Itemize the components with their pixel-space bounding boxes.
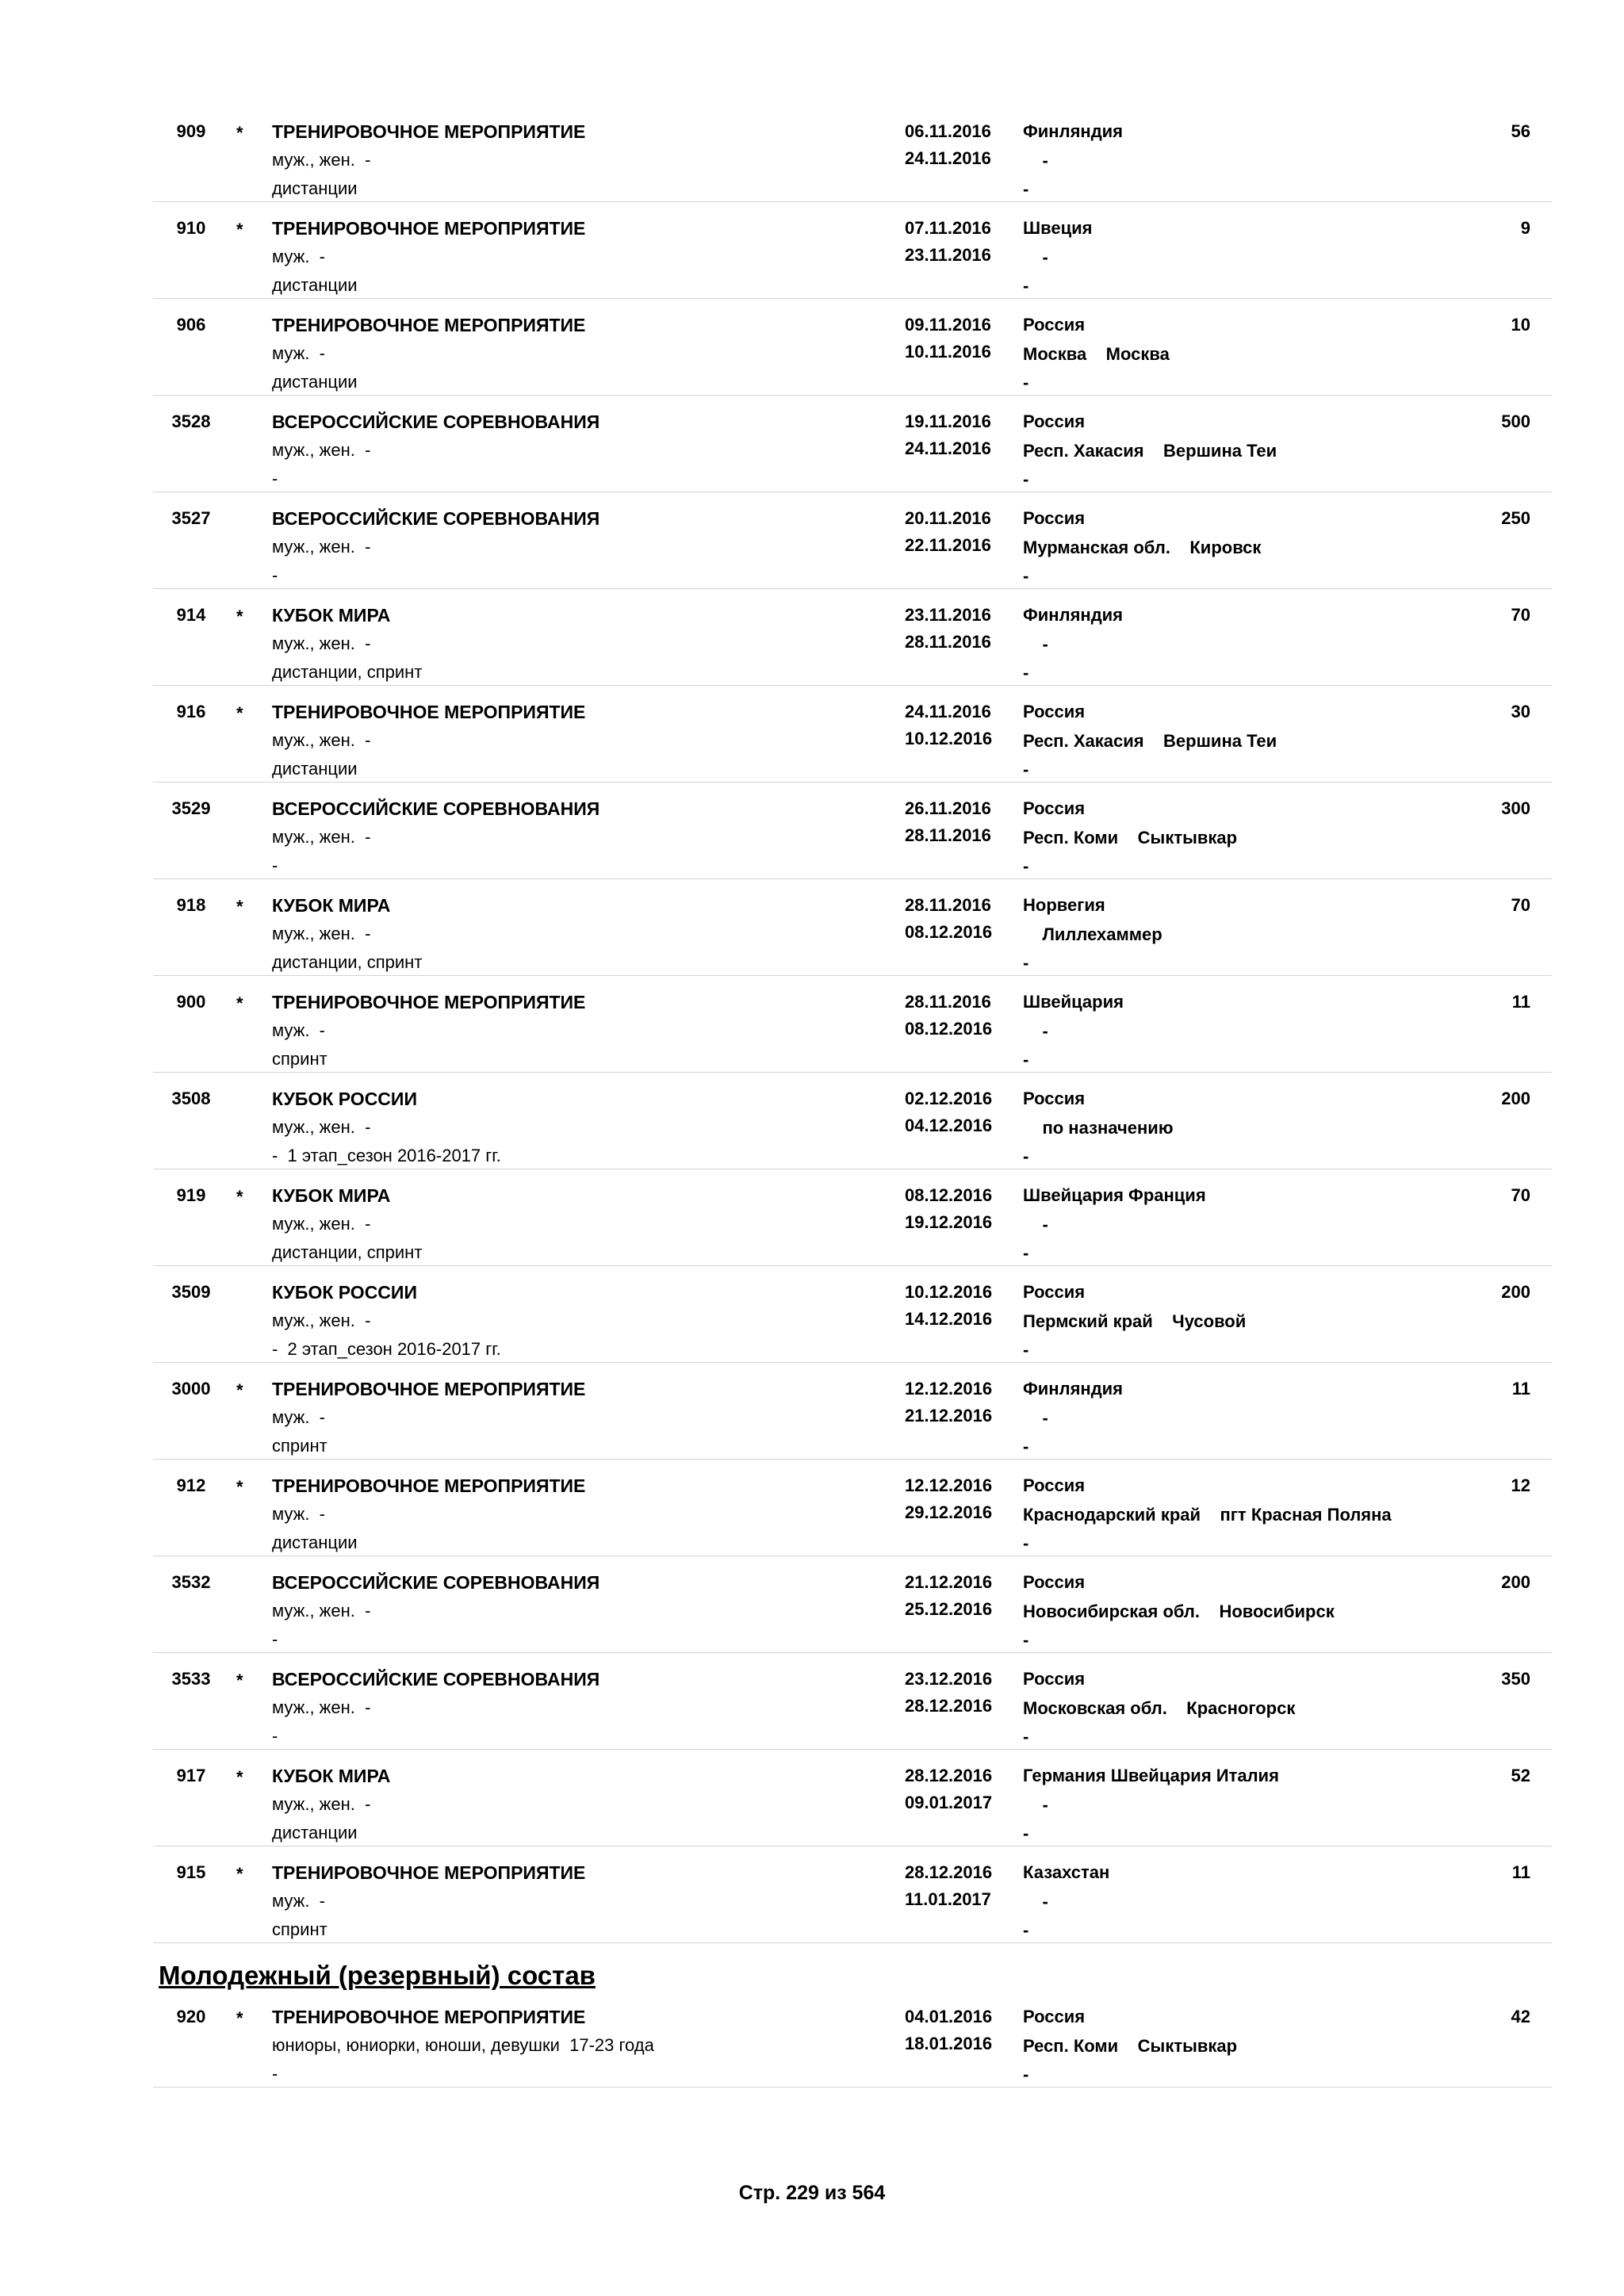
event-place: - xyxy=(1023,1340,1029,1360)
event-number: 920 xyxy=(176,2007,206,2026)
event-country: Россия xyxy=(1023,702,1086,721)
participant-count: 11 xyxy=(1511,1379,1530,1399)
event-region: - xyxy=(1023,1408,1048,1428)
row-divider xyxy=(153,782,1552,783)
event-participants: муж. - xyxy=(272,343,325,363)
participant-count: 30 xyxy=(1511,702,1530,721)
row-divider xyxy=(153,1652,1552,1653)
event-discipline: дистанции xyxy=(272,759,358,779)
star-marker: * xyxy=(236,1187,243,1207)
end-date: 18.01.2016 xyxy=(905,2034,993,2053)
end-date: 29.12.2016 xyxy=(905,1502,993,1522)
start-date: 04.01.2016 xyxy=(905,2007,993,2026)
event-participants: муж., жен. - xyxy=(272,440,371,460)
end-date: 23.11.2016 xyxy=(905,245,991,265)
event-discipline: дистанции xyxy=(272,1533,358,1552)
start-date: 09.11.2016 xyxy=(905,315,991,335)
end-date: 08.12.2016 xyxy=(905,1019,993,1039)
end-date: 11.01.2017 xyxy=(905,1889,991,1909)
start-date: 07.11.2016 xyxy=(905,218,991,238)
event-country: Финляндия xyxy=(1023,121,1124,141)
event-place: - xyxy=(1023,760,1029,779)
event-title: КУБОК РОССИИ xyxy=(272,1089,417,1109)
participant-count: 52 xyxy=(1511,1766,1530,1785)
event-region: Краснодарский край пгт Красная Поляна xyxy=(1023,1505,1392,1525)
star-marker: * xyxy=(236,1767,243,1787)
event-participants: муж., жен. - xyxy=(272,1214,371,1234)
event-number: 919 xyxy=(176,1185,206,1205)
event-title: ВСЕРОССИЙСКИЕ СОРЕВНОВАНИЯ xyxy=(272,798,600,819)
event-participants: муж. - xyxy=(272,247,325,266)
start-date: 12.12.2016 xyxy=(905,1379,993,1399)
participant-count: 70 xyxy=(1511,1185,1530,1205)
event-country: Россия xyxy=(1023,1669,1086,1689)
event-region: Мурманская обл. Кировск xyxy=(1023,538,1262,557)
event-row xyxy=(0,2003,1624,2099)
event-number: 3508 xyxy=(171,1089,211,1108)
event-participants: муж., жен. - xyxy=(272,730,371,750)
event-region: - xyxy=(1023,634,1048,654)
event-discipline: спринт xyxy=(272,1919,327,1939)
row-divider xyxy=(153,395,1552,396)
start-date: 21.12.2016 xyxy=(905,1572,993,1592)
event-country: Швейцария xyxy=(1023,992,1124,1012)
event-discipline: дистанции xyxy=(272,372,358,392)
participant-count: 11 xyxy=(1511,1862,1530,1882)
participant-count: 350 xyxy=(1501,1669,1530,1689)
start-date: 08.12.2016 xyxy=(905,1185,993,1205)
end-date: 28.11.2016 xyxy=(905,825,991,845)
end-date: 04.12.2016 xyxy=(905,1115,993,1135)
end-date: 28.11.2016 xyxy=(905,632,991,652)
event-participants: муж. - xyxy=(272,1504,325,1524)
event-country: Россия xyxy=(1023,798,1086,818)
event-row xyxy=(0,1278,1624,1375)
event-title: ТРЕНИРОВОЧНОЕ МЕРОПРИЯТИЕ xyxy=(272,218,586,239)
event-number: 910 xyxy=(176,218,206,238)
event-row xyxy=(0,1762,1624,1858)
event-title: ТРЕНИРОВОЧНОЕ МЕРОПРИЯТИЕ xyxy=(272,315,586,335)
row-divider xyxy=(153,1749,1552,1750)
event-discipline: дистанции xyxy=(272,1823,358,1843)
event-discipline: - 1 этап_сезон 2016-2017 гг. xyxy=(272,1146,501,1165)
event-row xyxy=(0,698,1624,794)
event-discipline: - xyxy=(272,1726,278,1746)
event-row xyxy=(0,891,1624,988)
event-number: 3527 xyxy=(171,508,211,528)
event-place: - xyxy=(1023,1920,1029,1940)
event-country: Швейцария Франция xyxy=(1023,1185,1206,1205)
page-footer: Стр. 229 из 564 xyxy=(738,2182,886,2204)
event-number: 915 xyxy=(176,1862,206,1882)
event-region: - xyxy=(1023,1021,1048,1041)
event-row xyxy=(0,1568,1624,1665)
end-date: 24.11.2016 xyxy=(905,438,991,458)
star-marker: * xyxy=(236,607,243,626)
event-region: Респ. Хакасия Вершина Теи xyxy=(1023,731,1277,751)
participant-count: 11 xyxy=(1511,992,1530,1012)
event-row xyxy=(0,311,1624,408)
participant-count: 70 xyxy=(1511,895,1530,915)
participant-count: 10 xyxy=(1511,315,1530,335)
event-country: Россия xyxy=(1023,1282,1086,1302)
start-date: 23.11.2016 xyxy=(905,605,991,625)
event-participants: муж., жен. - xyxy=(272,1311,371,1330)
event-place: - xyxy=(1023,566,1029,586)
event-place: - xyxy=(1023,1243,1029,1263)
star-marker: * xyxy=(236,703,243,723)
event-number: 916 xyxy=(176,702,206,721)
star-marker: * xyxy=(236,897,243,916)
event-number: 918 xyxy=(176,895,206,915)
event-region: Московская обл. Красногорск xyxy=(1023,1698,1296,1718)
event-place: - xyxy=(1023,1146,1029,1166)
event-participants: юниоры, юниорки, юноши, девушки 17-23 года xyxy=(272,2035,654,2055)
event-place: - xyxy=(1023,373,1029,392)
event-place: - xyxy=(1023,469,1029,489)
event-row xyxy=(0,214,1624,311)
row-divider xyxy=(153,298,1552,299)
event-number: 900 xyxy=(176,992,206,1012)
event-title: КУБОК МИРА xyxy=(272,895,391,916)
row-divider xyxy=(153,878,1552,879)
start-date: 28.12.2016 xyxy=(905,1766,993,1785)
event-region: - xyxy=(1023,151,1048,170)
event-discipline: спринт xyxy=(272,1436,327,1456)
event-place: - xyxy=(1023,663,1029,683)
end-date: 22.11.2016 xyxy=(905,535,991,555)
event-number: 3000 xyxy=(171,1379,211,1399)
event-number: 906 xyxy=(176,315,206,335)
start-date: 28.12.2016 xyxy=(905,1862,993,1882)
event-row xyxy=(0,794,1624,891)
event-row xyxy=(0,988,1624,1085)
event-discipline: - 2 этап_сезон 2016-2017 гг. xyxy=(272,1339,501,1359)
start-date: 28.11.2016 xyxy=(905,895,991,915)
star-marker: * xyxy=(236,123,243,143)
event-number: 3529 xyxy=(171,798,211,818)
event-place: - xyxy=(1023,856,1029,876)
event-participants: муж. - xyxy=(272,1020,325,1040)
event-participants: муж., жен. - xyxy=(272,1697,371,1717)
participant-count: 200 xyxy=(1501,1089,1530,1108)
event-country: Россия xyxy=(1023,1089,1086,1108)
start-date: 06.11.2016 xyxy=(905,121,991,141)
event-place: - xyxy=(1023,1823,1029,1843)
star-marker: * xyxy=(236,1477,243,1497)
start-date: 28.11.2016 xyxy=(905,992,991,1012)
row-divider xyxy=(153,685,1552,686)
start-date: 10.12.2016 xyxy=(905,1282,993,1302)
event-row xyxy=(0,408,1624,504)
row-divider xyxy=(153,1459,1552,1460)
event-participants: муж., жен. - xyxy=(272,1117,371,1137)
event-country: Германия Швейцария Италия xyxy=(1023,1766,1279,1785)
star-marker: * xyxy=(236,1864,243,1884)
end-date: 21.12.2016 xyxy=(905,1406,993,1425)
participant-count: 12 xyxy=(1511,1475,1530,1495)
event-title: ТРЕНИРОВОЧНОЕ МЕРОПРИЯТИЕ xyxy=(272,1862,586,1883)
event-number: 3533 xyxy=(171,1669,211,1689)
end-date: 24.11.2016 xyxy=(905,148,991,168)
event-row xyxy=(0,1858,1624,1955)
row-divider xyxy=(153,1265,1552,1266)
event-participants: муж., жен. - xyxy=(272,1601,371,1621)
event-number: 909 xyxy=(176,121,206,141)
participant-count: 9 xyxy=(1520,218,1530,238)
event-place: - xyxy=(1023,1050,1029,1070)
event-region: Респ. Коми Сыктывкар xyxy=(1023,2036,1238,2056)
start-date: 26.11.2016 xyxy=(905,798,991,818)
event-discipline: - xyxy=(272,855,278,875)
youth-event-list xyxy=(0,2003,1624,2099)
event-country: Россия xyxy=(1023,2007,1086,2026)
star-marker: * xyxy=(236,993,243,1013)
end-date: 10.11.2016 xyxy=(905,342,991,362)
event-number: 914 xyxy=(176,605,206,625)
end-date: 19.12.2016 xyxy=(905,1212,993,1232)
participant-count: 250 xyxy=(1501,508,1530,528)
row-divider xyxy=(153,1072,1552,1073)
event-place: - xyxy=(1023,1437,1029,1456)
row-divider xyxy=(153,975,1552,976)
event-participants: муж., жен. - xyxy=(272,537,371,557)
end-date: 08.12.2016 xyxy=(905,922,993,942)
participant-count: 200 xyxy=(1501,1282,1530,1302)
event-discipline: дистанции, спринт xyxy=(272,1242,423,1262)
event-number: 912 xyxy=(176,1475,206,1495)
event-participants: муж., жен. - xyxy=(272,924,371,943)
event-row xyxy=(0,1665,1624,1762)
event-discipline: - xyxy=(272,565,278,585)
event-title: ВСЕРОССИЙСКИЕ СОРЕВНОВАНИЯ xyxy=(272,1572,600,1593)
start-date: 24.11.2016 xyxy=(905,702,991,721)
end-date: 14.12.2016 xyxy=(905,1309,993,1329)
event-participants: муж. - xyxy=(272,1407,325,1427)
event-discipline: - xyxy=(272,1629,278,1649)
event-region: Респ. Коми Сыктывкар xyxy=(1023,828,1238,848)
participant-count: 56 xyxy=(1511,121,1530,141)
event-place: - xyxy=(1023,179,1029,199)
event-place: - xyxy=(1023,2064,1029,2084)
event-region: Респ. Хакасия Вершина Теи xyxy=(1023,441,1277,461)
event-list xyxy=(0,117,1624,1955)
event-row xyxy=(0,601,1624,698)
star-marker: * xyxy=(236,1380,243,1400)
event-region: по назначению xyxy=(1023,1118,1174,1138)
event-number: 3509 xyxy=(171,1282,211,1302)
event-region: - xyxy=(1023,1892,1048,1911)
start-date: 23.12.2016 xyxy=(905,1669,993,1689)
event-country: Россия xyxy=(1023,508,1086,528)
start-date: 19.11.2016 xyxy=(905,411,991,431)
event-region: - xyxy=(1023,1215,1048,1234)
end-date: 28.12.2016 xyxy=(905,1696,993,1716)
event-place: - xyxy=(1023,1727,1029,1747)
event-title: ВСЕРОССИЙСКИЕ СОРЕВНОВАНИЯ xyxy=(272,411,600,432)
event-region: Пермский край Чусовой xyxy=(1023,1311,1247,1331)
row-divider xyxy=(153,588,1552,589)
star-marker: * xyxy=(236,1670,243,1690)
event-discipline: - xyxy=(272,469,278,488)
event-region: Лиллехаммер xyxy=(1023,924,1162,944)
star-marker: * xyxy=(236,2008,243,2028)
row-divider xyxy=(153,1942,1552,1943)
event-title: ТРЕНИРОВОЧНОЕ МЕРОПРИЯТИЕ xyxy=(272,702,586,722)
event-title: ТРЕНИРОВОЧНОЕ МЕРОПРИЯТИЕ xyxy=(272,2007,586,2027)
event-country: Россия xyxy=(1023,315,1086,335)
start-date: 20.11.2016 xyxy=(905,508,991,528)
participant-count: 42 xyxy=(1511,2007,1530,2026)
row-divider xyxy=(153,1362,1552,1363)
event-number: 3532 xyxy=(171,1572,211,1592)
event-title: ТРЕНИРОВОЧНОЕ МЕРОПРИЯТИЕ xyxy=(272,121,586,142)
event-participants: муж., жен. - xyxy=(272,150,371,170)
event-place: - xyxy=(1023,1630,1029,1650)
event-discipline: дистанции xyxy=(272,178,358,198)
event-discipline: - xyxy=(272,2064,278,2084)
event-region: Новосибирская обл. Новосибирск xyxy=(1023,1601,1335,1621)
event-discipline: дистанции, спринт xyxy=(272,952,423,972)
event-place: - xyxy=(1023,953,1029,973)
end-date: 10.12.2016 xyxy=(905,729,993,748)
event-country: Россия xyxy=(1023,1572,1086,1592)
event-participants: муж., жен. - xyxy=(272,633,371,653)
participant-count: 500 xyxy=(1501,411,1530,431)
row-divider xyxy=(153,201,1552,202)
event-country: Финляндия xyxy=(1023,605,1124,625)
event-country: Россия xyxy=(1023,411,1086,431)
event-title: ВСЕРОССИЙСКИЕ СОРЕВНОВАНИЯ xyxy=(272,1669,600,1689)
event-participants: муж. - xyxy=(272,1891,325,1911)
event-discipline: дистанции xyxy=(272,275,358,295)
event-region: - xyxy=(1023,247,1048,267)
event-row xyxy=(0,1181,1624,1278)
star-marker: * xyxy=(236,220,243,239)
event-title: ВСЕРОССИЙСКИЕ СОРЕВНОВАНИЯ xyxy=(272,508,600,529)
event-discipline: дистанции, спринт xyxy=(272,662,423,682)
event-number: 917 xyxy=(176,1766,206,1785)
start-date: 02.12.2016 xyxy=(905,1089,993,1108)
event-title: КУБОК МИРА xyxy=(272,605,391,626)
event-title: КУБОК МИРА xyxy=(272,1766,391,1786)
event-country: Казахстан xyxy=(1023,1862,1110,1882)
participant-count: 200 xyxy=(1501,1572,1530,1592)
event-title: ТРЕНИРОВОЧНОЕ МЕРОПРИЯТИЕ xyxy=(272,1475,586,1496)
event-region: Москва Москва xyxy=(1023,344,1170,364)
event-discipline: спринт xyxy=(272,1049,327,1069)
event-participants: муж., жен. - xyxy=(272,1794,371,1814)
event-row xyxy=(0,117,1624,214)
event-row xyxy=(0,1471,1624,1568)
event-country: Финляндия xyxy=(1023,1379,1124,1399)
start-date: 12.12.2016 xyxy=(905,1475,993,1495)
event-title: ТРЕНИРОВОЧНОЕ МЕРОПРИЯТИЕ xyxy=(272,992,586,1012)
section-heading: Молодежный (резервный) состав xyxy=(159,1961,596,1990)
event-number: 3528 xyxy=(171,411,211,431)
end-date: 25.12.2016 xyxy=(905,1599,993,1619)
event-country: Швеция xyxy=(1023,218,1093,238)
participant-count: 70 xyxy=(1511,605,1530,625)
event-row xyxy=(0,1085,1624,1181)
end-date: 09.01.2017 xyxy=(905,1793,993,1812)
event-title: ТРЕНИРОВОЧНОЕ МЕРОПРИЯТИЕ xyxy=(272,1379,586,1399)
event-row xyxy=(0,504,1624,601)
event-region: - xyxy=(1023,1795,1048,1815)
event-row xyxy=(0,1375,1624,1471)
participant-count: 300 xyxy=(1501,798,1530,818)
event-country: Россия xyxy=(1023,1475,1086,1495)
event-title: КУБОК РОССИИ xyxy=(272,1282,417,1303)
event-country: Норвегия xyxy=(1023,895,1105,915)
event-place: - xyxy=(1023,1533,1029,1553)
event-place: - xyxy=(1023,276,1029,296)
event-title: КУБОК МИРА xyxy=(272,1185,391,1206)
event-participants: муж., жен. - xyxy=(272,827,371,847)
